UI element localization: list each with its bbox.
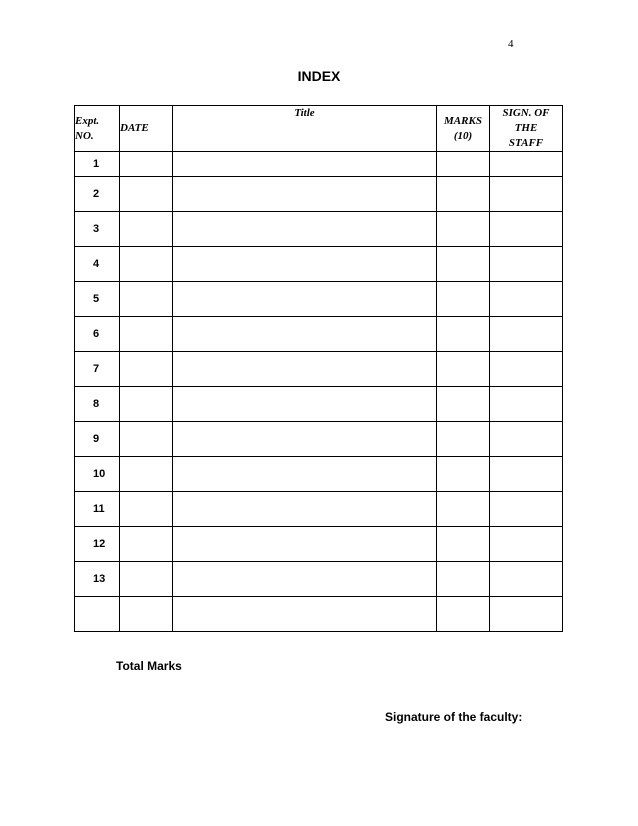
title-cell: [173, 492, 437, 527]
page-number: 4: [508, 38, 514, 50]
title-cell: [173, 317, 437, 352]
index-table: [74, 105, 563, 632]
row-number: 7: [75, 352, 120, 387]
row-number: 8: [75, 387, 120, 422]
table-row: [75, 562, 563, 597]
marks-cell: [437, 177, 490, 212]
date-cell: [120, 422, 173, 457]
table-row: [75, 352, 563, 387]
header-expt-no: [75, 106, 120, 152]
date-cell: [120, 457, 173, 492]
table-row: [75, 152, 563, 177]
header-title: Title: [173, 106, 437, 152]
header-date: DATE: [120, 106, 173, 152]
table-row: [75, 212, 563, 247]
header-expt-no-line2: NO.: [75, 129, 94, 142]
title-cell: [173, 422, 437, 457]
marks-cell: [437, 597, 490, 632]
sign-cell: [490, 387, 563, 422]
date-cell: [120, 352, 173, 387]
sign-cell: [490, 352, 563, 387]
date-cell: [120, 562, 173, 597]
sign-cell: [490, 422, 563, 457]
table-row: [75, 597, 563, 632]
row-number: 3: [75, 212, 120, 247]
header-marks: [437, 106, 490, 152]
row-number: 5: [75, 282, 120, 317]
marks-cell: [437, 152, 490, 177]
marks-cell: [437, 317, 490, 352]
row-number: 2: [75, 177, 120, 212]
title-cell: [173, 562, 437, 597]
sign-cell: [490, 152, 563, 177]
date-cell: [120, 317, 173, 352]
sign-cell: [490, 492, 563, 527]
header-sign-line3: STAFF: [508, 137, 544, 149]
page-title: INDEX: [297, 68, 341, 84]
title-cell: [173, 212, 437, 247]
table-row: [75, 247, 563, 282]
date-cell: [120, 492, 173, 527]
table-header-row: [75, 106, 563, 152]
sign-cell: [490, 247, 563, 282]
date-cell: [120, 527, 173, 562]
sign-cell: [490, 282, 563, 317]
title-cell: [173, 527, 437, 562]
date-cell: [120, 212, 173, 247]
date-cell: [120, 387, 173, 422]
date-cell: [120, 152, 173, 177]
marks-cell: [437, 387, 490, 422]
table-row: [75, 387, 563, 422]
marks-cell: [437, 562, 490, 597]
marks-cell: [437, 352, 490, 387]
table-row: [75, 282, 563, 317]
faculty-signature-label: Signature of the faculty:: [385, 710, 523, 724]
sign-cell: [490, 527, 563, 562]
row-number: 13: [75, 562, 120, 597]
marks-cell: [437, 492, 490, 527]
row-number: 1: [75, 152, 120, 177]
marks-cell: [437, 457, 490, 492]
marks-cell: [437, 212, 490, 247]
sign-cell: [490, 562, 563, 597]
date-cell: [120, 247, 173, 282]
row-number: 10: [75, 457, 120, 492]
table-row: [75, 422, 563, 457]
table-row: [75, 492, 563, 527]
total-marks-label: Total Marks: [116, 659, 182, 673]
row-number: 11: [75, 492, 120, 527]
table-row: [75, 527, 563, 562]
row-number: 4: [75, 247, 120, 282]
marks-cell: [437, 527, 490, 562]
date-cell: [120, 177, 173, 212]
title-cell: [173, 457, 437, 492]
table-row: [75, 177, 563, 212]
title-cell: [173, 597, 437, 632]
row-number: 12: [75, 527, 120, 562]
title-cell: [173, 152, 437, 177]
row-number: 9: [75, 422, 120, 457]
table-row: [75, 317, 563, 352]
table-row: [75, 457, 563, 492]
sign-cell: [490, 597, 563, 632]
sign-cell: [490, 317, 563, 352]
date-cell: [120, 282, 173, 317]
header-marks-line2: (10): [453, 129, 473, 142]
header-marks-line1: MARKS: [444, 114, 482, 127]
row-number: [75, 597, 120, 632]
title-cell: [173, 177, 437, 212]
sign-cell: [490, 457, 563, 492]
sign-cell: [490, 212, 563, 247]
row-number: 6: [75, 317, 120, 352]
date-cell: [120, 597, 173, 632]
sign-cell: [490, 177, 563, 212]
title-cell: [173, 282, 437, 317]
header-sign-line2: THE: [514, 122, 538, 134]
marks-cell: [437, 282, 490, 317]
header-sign-line1: SIGN. OF: [502, 107, 550, 119]
title-cell: [173, 352, 437, 387]
header-expt-no-line1: Expt.: [75, 114, 100, 127]
marks-cell: [437, 422, 490, 457]
title-cell: [173, 247, 437, 282]
marks-cell: [437, 247, 490, 282]
title-cell: [173, 387, 437, 422]
header-sign: [490, 106, 563, 152]
